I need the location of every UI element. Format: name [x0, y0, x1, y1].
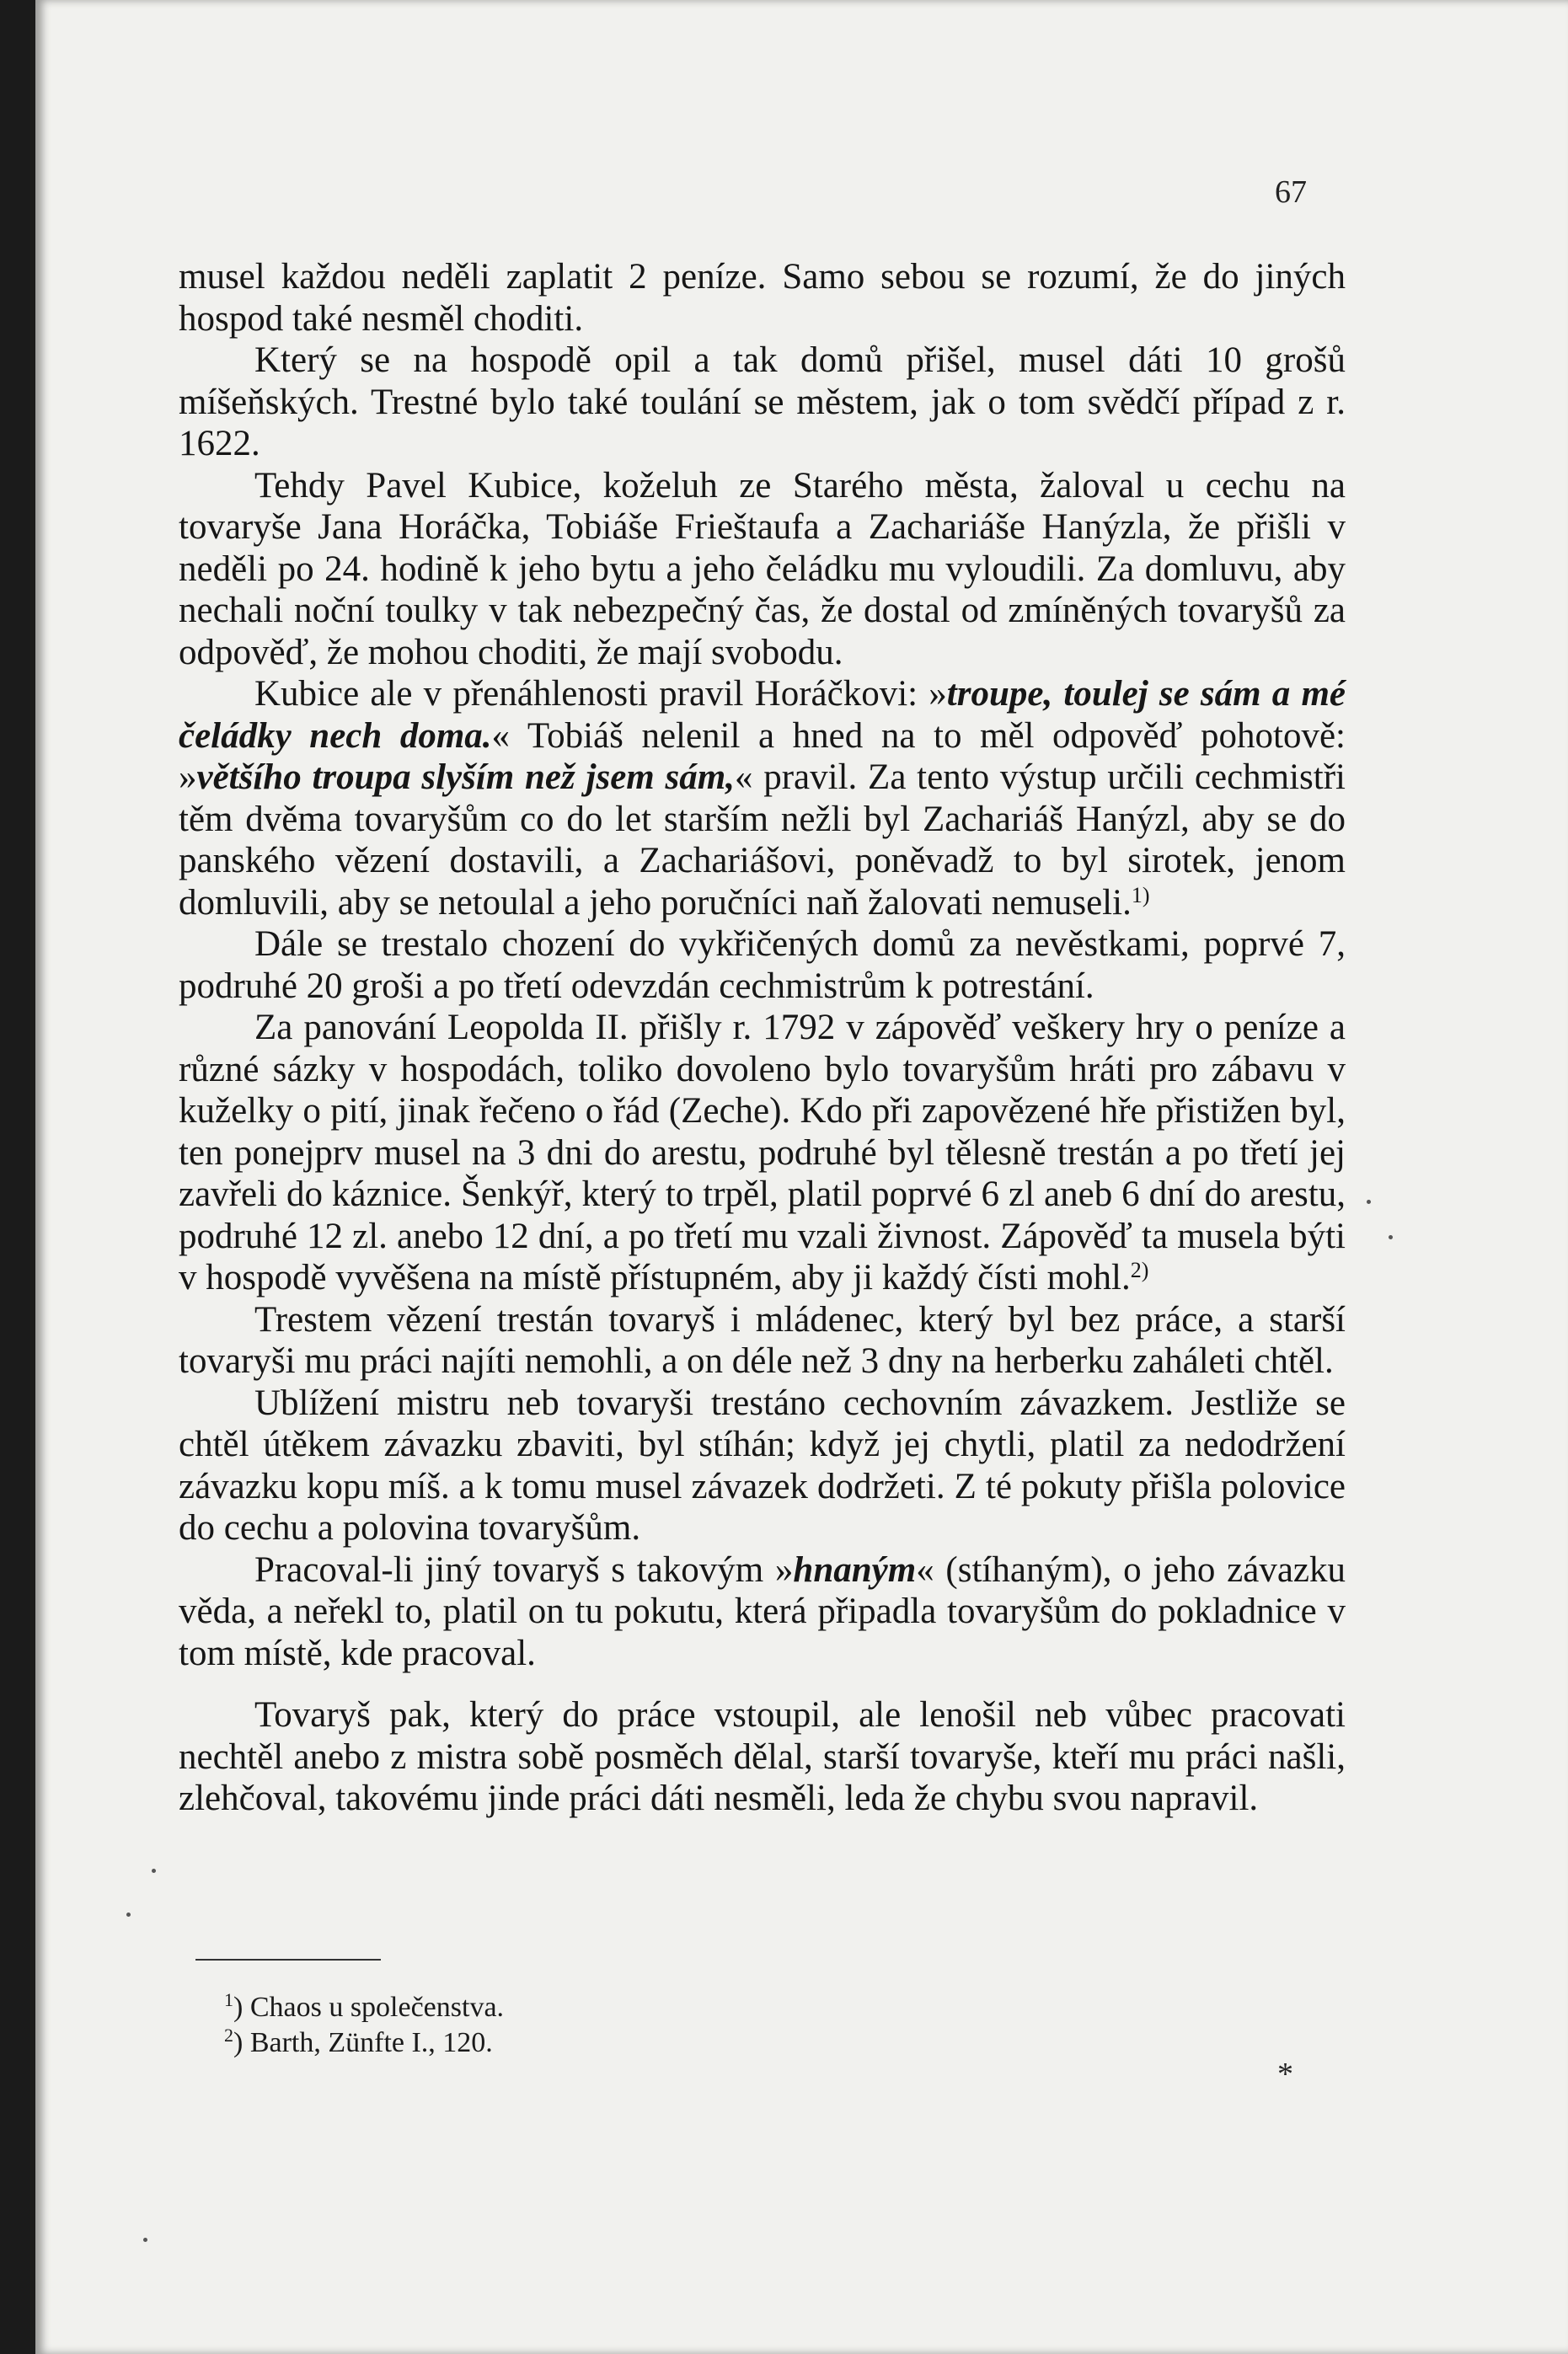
emphasized-quote: hnaným — [793, 1549, 917, 1590]
paragraph — [179, 673, 1346, 923]
emphasized-quote: většího troupa slyším než jsem sám, — [196, 757, 735, 797]
paragraph — [179, 340, 1346, 465]
text-run: « Tobiáš nelenil a hned na to měl odpověď pohotově: » — [179, 715, 1346, 797]
paper-speck — [152, 1869, 156, 1873]
footnote-text: ) Chaos u společenstva. — [233, 1992, 505, 2023]
footnote-reference: 2) — [1130, 1258, 1149, 1282]
footnote-text: ) Barth, Zünfte I., 120. — [233, 2027, 493, 2058]
paper-speck — [1367, 1200, 1371, 1204]
paragraph — [179, 1694, 1346, 1820]
text-run: Za panování Leopolda II. přišly r. 1792 v zápověď veškery hry o peníze a různé sázky v hospodách, toliko dovoleno bylo tovaryšům hráti pro zábavu v kuželky o pití, jinak řečeno o řád (Zeche). Kdo při zapovězené hře přistižen byl, ten ponejprv musel na 3 dni do arestu, podruhé byl tělesně trestán a po třetí jej zavřeli do káznice. Šenkýř, který to trpěl, platil poprvé 6 zl aneb 6 dní do arestu, podruhé 12 zl. anebo 12 dní, a po třetí mu vzali živnost. Zápověď ta musela býti v hospodě vyvěšena na místě přístupném, aby ji každý čísti mohl. — [179, 1008, 1346, 1297]
page-number: 67 — [1275, 174, 1307, 210]
paragraph — [179, 1383, 1346, 1549]
text-run: « pravil. Za tento výstup určili cechmistři těm dvěma tovaryšům co do let starším nežli byl Zachariáš Hanýzl, aby se do panského vězení dostavili, a Zachariášovi, poněvadž to byl sirotek, jenom domluvili, aby se netoulal a jeho poručníci naň žalovati nemuseli. — [179, 757, 1346, 923]
paragraph — [179, 1299, 1346, 1383]
text-run: Trestem vězení trestán tovaryš i mládenec, který byl bez práce, a starší tovaryši mu práci najíti nemohli, a on déle než 3 dny na herberku zaháleti chtěl. — [179, 1299, 1346, 1381]
footnote-marker: 1 — [224, 1989, 233, 2010]
paper-speck — [143, 2238, 147, 2242]
text-run: Který se na hospodě opil a tak domů přišel, musel dáti 10 grošů míšeňských. Trestné bylo také toulání se městem, jak o tom svědčí případ z r. 1622. — [179, 340, 1346, 463]
paragraph — [179, 1007, 1346, 1299]
footnote — [224, 1990, 504, 2025]
text-run: Dále se trestalo chození do vykřičených domů za nevěstkami, poprvé 7, podruhé 20 groši a po třetí odevzdán cechmistrům k potrestání. — [179, 924, 1346, 1006]
paragraph — [179, 923, 1346, 1007]
printer-signature-mark: * — [1277, 2057, 1293, 2092]
footnote-separator — [195, 1959, 381, 1961]
text-run: Kubice ale v přenáhlenosti pravil Horáčkovi: » — [254, 674, 947, 714]
text-run: musel každou neděli zaplatit 2 peníze. Samo sebou se rozumí, že do jiných hospod také nesměl choditi. — [179, 257, 1346, 339]
paper-speck — [126, 1913, 131, 1917]
text-run: Tovaryš pak, který do práce vstoupil, ale lenošil neb vůbec pracovati nechtěl anebo z mistra sobě posměch dělal, starší tovaryše, kteří mu práci našli, zlehčoval, takovému jinde práci dáti nesměli, leda že chybu svou napravil. — [179, 1695, 1346, 1818]
body-text — [179, 256, 1346, 1820]
paragraph — [179, 256, 1346, 340]
text-run: Pracoval-li jiný tovaryš s takovým » — [254, 1549, 794, 1590]
paragraph — [179, 465, 1346, 674]
text-run: Tehdy Pavel Kubice, koželuh ze Starého města, žaloval u cechu na tovaryše Jana Horáčka, Tobiáše Frieštaufa a Zachariáše Hanýzla, že přišli v neděli po 24. hodině k jeho bytu a jeho čeládku mu vyloudili. Za domluvu, aby nechali noční toulky v tak nebezpečný čas, že dostal od zmíněných tovaryšů za odpověď, že mohou choditi, že mají svobodu. — [179, 465, 1346, 672]
footnote-marker: 2 — [224, 2025, 233, 2046]
emphasized-quote: troupe, toulej se sám a mé čeládky nech doma. — [179, 674, 1346, 756]
footnote-reference: 1) — [1131, 882, 1150, 907]
paragraph — [179, 1549, 1346, 1675]
text-run: « (stíhaným), o jeho závazku věda, a neřekl to, platil on tu pokutu, která připadla tovaryšům do pokladnice v tom místě, kde pracoval. — [179, 1549, 1346, 1673]
footnotes — [224, 1990, 504, 2061]
footnote — [224, 2025, 504, 2061]
text-run: Ublížení mistru neb tovaryši trestáno cechovním závazkem. Jestliže se chtěl útěkem závazku zbaviti, byl stíhán; když jej chytli, platil za nedodržení závazku kopu míš. a k tomu musel závazek dodržeti. Z té pokuty přišla polovice do cechu a polovina tovaryšům. — [179, 1383, 1346, 1548]
book-page — [35, 0, 1568, 2354]
paper-speck — [1389, 1235, 1393, 1239]
